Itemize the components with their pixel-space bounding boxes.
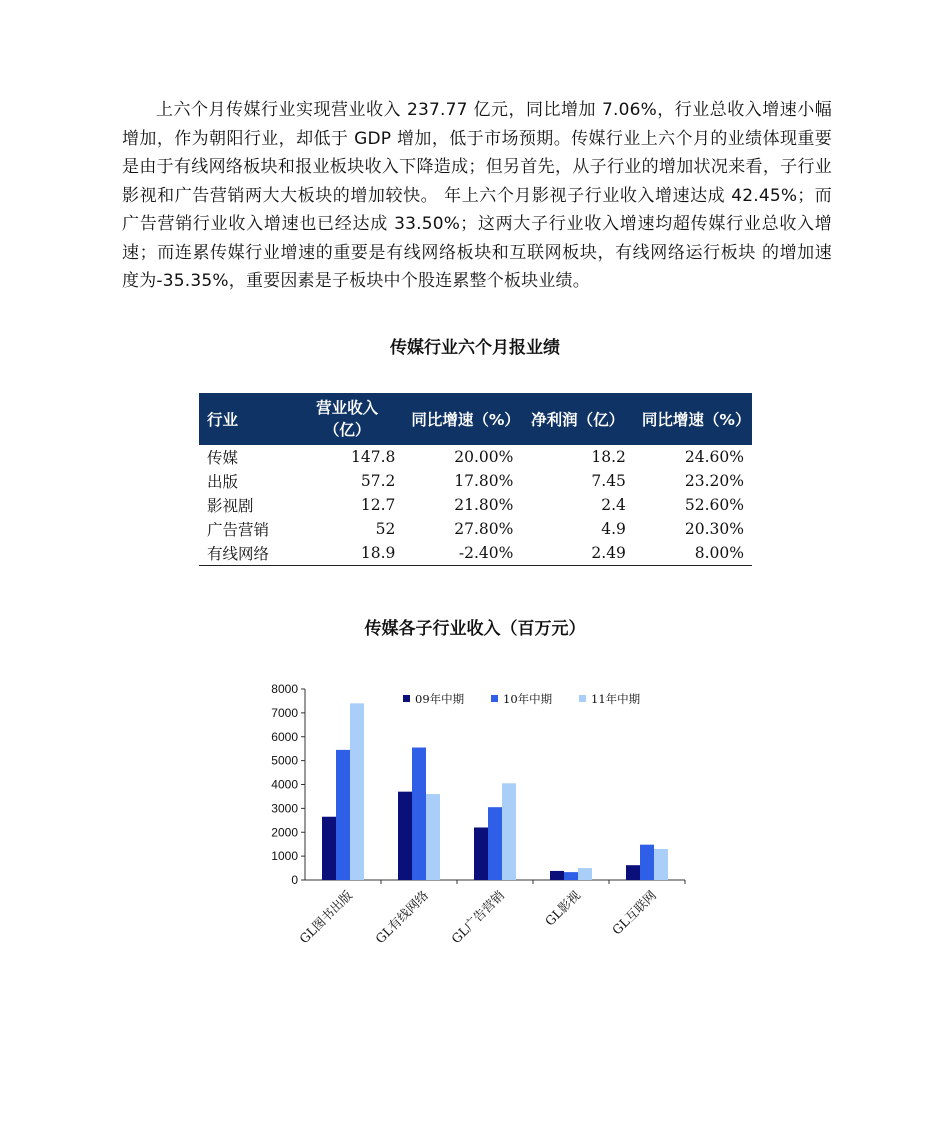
cell-industry: 广告营销 [207,521,270,539]
y-tick-label: 7000 [271,705,298,720]
x-tick-label: GL有线网络 [372,887,432,947]
cell-net-profit: 4.9 [601,520,626,538]
header-profit-growth: 同比增速（%） [634,393,752,445]
bar [564,872,578,880]
cell-profit-growth: 23.20% [684,472,744,490]
cell-net-profit: 7.45 [591,472,626,490]
header-net-profit: 净利润（亿） [521,393,634,445]
cell-revenue-growth: -2.40% [403,541,521,566]
bar [488,807,502,880]
cell-profit-growth: 20.30% [684,520,744,538]
table-row [199,445,752,469]
x-tick-label: GL影视 [541,887,584,929]
header-revenue: 营业收入（亿） [291,393,404,445]
bar [474,827,488,880]
legend-label: 10年中期 [503,692,553,706]
revenue-bar-chart [255,672,695,972]
legend-label: 11年中期 [591,692,641,706]
bar [412,747,426,880]
bar [654,849,668,880]
cell-net-profit: 2.49 [521,541,634,566]
cell-profit-growth: 52.60% [684,496,744,514]
y-tick-label: 2000 [271,825,298,840]
cell-net-profit: 18.2 [591,448,626,466]
bar [502,783,516,880]
legend-label: 09年中期 [415,692,465,706]
cell-revenue-growth: 17.80% [454,472,514,490]
legend-swatch [579,695,586,702]
table-row [199,541,752,566]
cell-profit-growth: 24.60% [684,448,744,466]
cell-revenue: 52 [375,520,396,538]
legend-swatch [403,695,410,702]
legend-swatch [491,695,498,702]
y-tick-label: 4000 [271,777,298,792]
table-row [199,493,752,517]
bar [578,868,592,880]
y-tick-label: 1000 [271,849,298,864]
y-tick-label: 8000 [271,682,298,696]
y-tick-label: 3000 [271,801,298,816]
table-caption: 传媒行业六个月报业绩 [390,338,560,358]
bar [550,871,564,880]
cell-revenue: 12.7 [360,496,396,514]
cell-industry: 传媒 [207,449,239,467]
y-tick-label: 6000 [271,729,298,744]
cell-revenue: 147.8 [350,448,396,466]
header-revenue-growth: 同比增速（%） [403,393,521,445]
bar [322,817,336,880]
bar [336,750,350,880]
cell-revenue-growth: 20.00% [454,448,514,466]
cell-revenue-growth: 27.80% [454,520,514,538]
table-header-row [199,393,752,445]
bar [640,845,654,880]
y-tick-label: 5000 [271,753,298,768]
cell-industry: 出版 [207,473,239,491]
chart-caption: 传媒各子行业收入（百万元） [364,619,586,639]
table-row [199,517,752,541]
bar [426,794,440,880]
cell-revenue: 18.9 [291,541,404,566]
bar [626,865,640,880]
cell-industry: 影视剧 [207,497,254,515]
table-row [199,469,752,493]
x-tick-label: GL广告营销 [448,887,508,947]
y-tick-label: 0 [291,873,298,887]
cell-profit-growth: 8.00% [634,541,752,566]
x-tick-label: GL图书出版 [296,887,356,947]
bar [398,792,412,880]
header-industry: 行业 [199,393,291,445]
cell-net-profit: 2.4 [601,496,626,514]
x-tick-label: GL互联网 [609,887,660,938]
performance-table [199,393,752,566]
cell-revenue: 57.2 [360,472,396,490]
intro-paragraph: 上六个月传媒行业实现营业收入 237.77 亿元，同比增加 7.06%，行业总收入增速小幅增加，作为朝阳行业，却低于 GDP 增加，低于市场预期。传媒行业上六个月的业绩体现重要是由于有线网络板块和报业板块收入下降造成；但另首先，从子行业的增加状况来看，子行业影视和广告营销两大大板块的增加较快。 年上六个月影视子行业收入增速达成 42.45%；而广告营销行业收入增速也已经达成 33.50%；这两大子行业收入增速均超传媒行业总收入增速；而连累传媒行业增速的重要是有线网络板块和互联网板块，有线网络运行板块 的增加速度为-35.35%，重要因素是子板块中个股连累整个板块业绩。 [122,100,832,291]
bar [350,703,364,880]
cell-revenue-growth: 21.80% [454,496,514,514]
cell-industry: 有线网络 [199,541,291,566]
